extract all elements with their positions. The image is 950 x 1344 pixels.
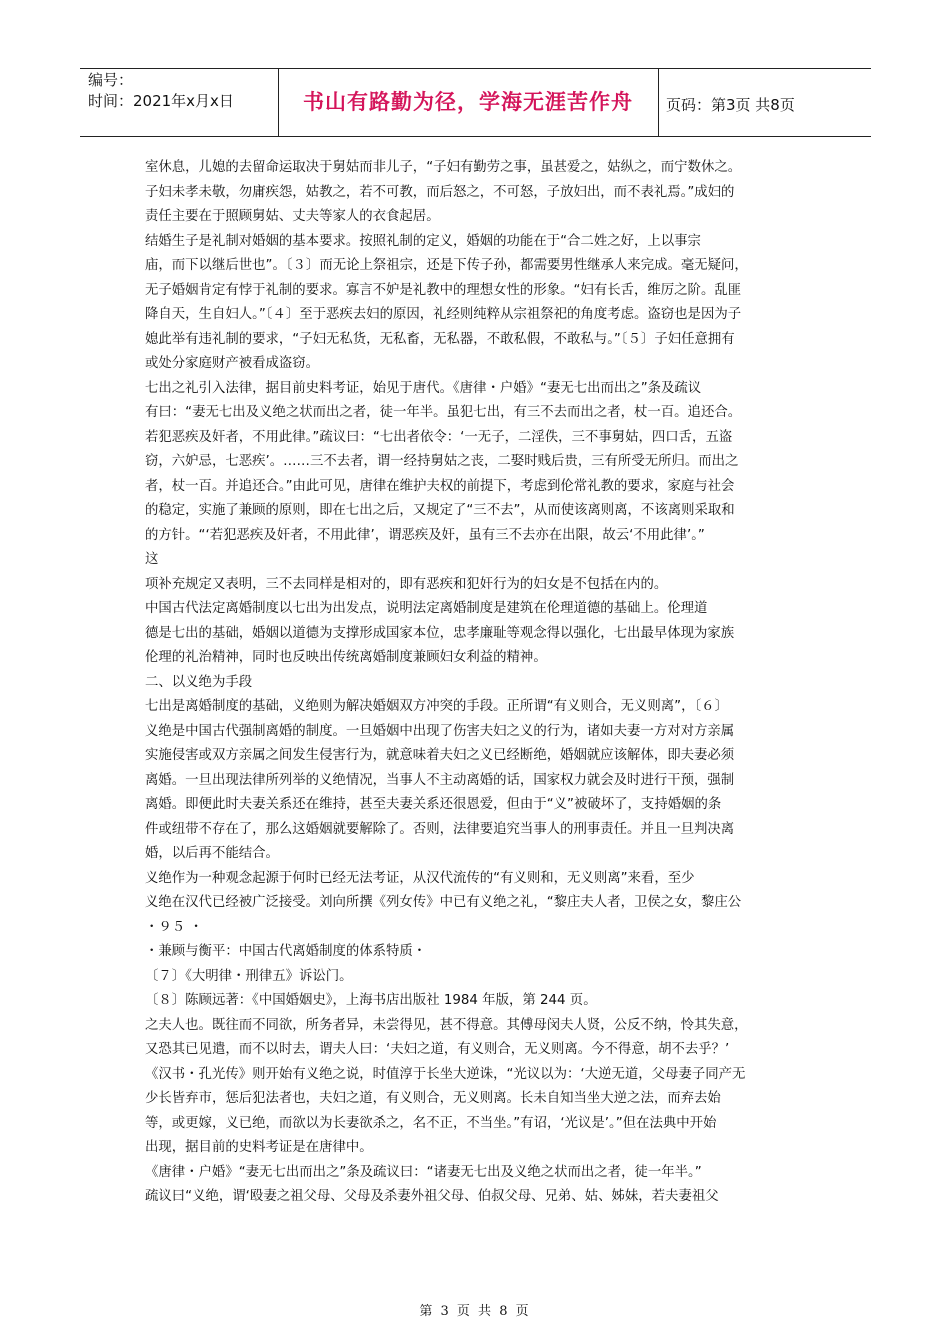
header-divider-right (658, 68, 659, 136)
body-line: ・兼顾与衡平：中国古代离婚制度的体系特质・ (145, 944, 427, 959)
body-line: 等，或更嫁，义已绝，而欲以为长妻欲杀之，名不正，不当坐。”有诏，‘光议是’。”但在法典中开始 (145, 1115, 717, 1131)
body-line: 之夫人也。既往而不同欲，所务者异，未尝得见，甚不得意。其傅母闵夫人贤，公反不纳，怜其失意， (145, 1017, 748, 1033)
header-page-label: 页码：第3页 共8页 (666, 96, 795, 114)
header-top-rule (80, 68, 871, 69)
doc-code-label: 编号： (88, 71, 134, 89)
body-line: 义绝在汉代已经被广泛接受。刘向所撰《列女传》中已有义绝之礼，“黎庄夫人者，卫侯之女，黎庄公 (145, 895, 742, 910)
body-line: 中国古代法定离婚制度以七出为出发点，说明法定离婚制度是建筑在伦理道德的基础上。伦理道 (145, 601, 708, 616)
doc-date: 时间：2021年x月x日 (88, 92, 234, 110)
body-line: 离婚。即便此时夫妻关系还在维持，甚至夫妻关系还很恩爱，但由于“义”被破坏了，支持婚姻的条 (145, 797, 722, 812)
body-line: 者，杖一百。并追还合。”由此可见，唐律在维护夫权的前提下，考虑到伦常礼教的要求，家庭与社会 (145, 478, 735, 494)
body-line: 件或纽带不存在了，那么这婚姻就要解除了。否则，法律要追究当事人的刑事责任。并且一旦判决离 (145, 821, 735, 837)
body-line: 〔７〕《大明律・刑律五》诉讼门。 (145, 968, 353, 984)
body-line: 《汉书・孔光传》则开始有义绝之说，时值淳于长坐大逆诛，“光议以为：‘大逆无道，父母妻子同产无 (145, 1066, 746, 1082)
body-line: 婚，以后再不能结合。 (145, 846, 279, 861)
body-line: 离婚。一旦出现法律所列举的义绝情况，当事人不主动离婚的话，国家权力就会及时进行干预，强制 (145, 772, 735, 788)
body-line: 结婚生子是礼制对婚姻的基本要求。按照礼制的定义，婚姻的功能在于“合二姓之好，上以事宗 (145, 233, 701, 249)
body-line: 子妇未孝未敬，勿庸疾怨，姑教之，若不可教，而后怒之，不可怒，子放妇出，而不表礼焉。”成妇的 (145, 184, 735, 200)
body-line: 德是七出的基础，婚姻以道德为支撑形成国家本位，忠孝廉耻等观念得以强化，七出最早体现为家族 (145, 625, 735, 641)
body-line: 疏议曰“义绝，谓‘殴妻之祖父母、父母及杀妻外祖父母、伯叔父母、兄弟、姑、姊妹，若夫妻祖父 (145, 1189, 719, 1204)
body-line: 七出是离婚制度的基础，义绝则为解决婚姻双方冲突的手段。正所谓“有义则合，无义则离”，〔６〕 (145, 699, 728, 714)
body-line: 〔８〕陈顾远著：《中国婚姻史》，上海书店出版社 1984 年版，第 244 页。 (145, 993, 597, 1008)
header-divider-left (278, 68, 279, 136)
body-line: 《唐律・户婚》“妻无七出而出之”条及疏议曰：“诸妻无七出及义绝之状而出之者，徒一年半。” (145, 1164, 702, 1180)
body-line: 窃，六妒忌，七恶疾’。……三不去者，谓一经持舅姑之丧，二娶时贱后贵，三有所受无所归。而出之 (145, 454, 739, 469)
body-line: 又恐其已见遣，而不以时去，谓夫人曰：‘夫妇之道，有义则合，无义则离。今不得意，胡不去乎？’ (145, 1042, 730, 1057)
body-line: 少长皆弃市，惩后犯法者也，夫妇之道，有义则合，无义则离。长未自知当坐大逆之法，而弃去始 (145, 1091, 721, 1106)
body-line: 这 (145, 552, 159, 567)
body-line: 有曰：“妻无七出及义绝之状而出之者，徒一年半。虽犯七出，有三不去而出之者，杖一百。追还合。 (145, 405, 742, 420)
body-line: 实施侵害或双方亲属之间发生侵害行为，就意味着夫妇之义已经断绝，婚姻就应该解体，即夫妻必须 (145, 748, 735, 763)
header-motto: 书山有路勤为径，学海无涯苦作舟 (303, 90, 633, 114)
body-line: 的稳定，实施了兼顾的原则，即在七出之后，又规定了“三不去”，从而使该离则离，不该离则采取和 (145, 503, 735, 518)
body-line: 的方针。“‘若犯恶疾及奸者，不用此律’，谓恶疾及奸，虽有三不去亦在出限，故云‘不用此律’。” (145, 527, 705, 543)
body-line: 室休息，儿媳的去留命运取决于舅姑而非儿子，“子妇有勤劳之事，虽甚爱之，姑纵之，而宁数休之。 (145, 160, 742, 175)
header-bottom-rule (80, 136, 871, 137)
body-line: 庙，而下以继后世也”。〔３〕而无论上祭祖宗，还是下传子孙，都需要男性继承人来完成。毫无疑问， (145, 258, 748, 273)
body-line: 二、以义绝为手段 (145, 674, 253, 690)
body-line: 责任主要在于照顾舅姑、丈夫等家人的衣食起居。 (145, 209, 440, 224)
body-line: 或处分家庭财产被看成盗窃。 (145, 356, 320, 371)
body-line: 无子婚姻肯定有悖于礼制的要求。寡言不妒是礼教中的理想女性的形象。“妇有长舌，维厉之阶。乱匪 (145, 282, 742, 298)
body-line: 若犯恶疾及奸者，不用此律。”疏议曰：“七出者依令：‘一无子，二淫佚，三不事舅姑，四口舌，五盗 (145, 429, 733, 445)
body-line: 七出之礼引入法律，据目前史料考证，始见于唐代。《唐律・户婚》“妻无七出而出之”条及疏议 (145, 380, 702, 396)
body-line: 媳此举有违礼制的要求，“子妇无私货，无私畜，无私器，不敢私假，不敢私与。”〔５〕子妇任意拥有 (145, 331, 735, 347)
body-line: ・９５ ・ (145, 919, 203, 935)
body-line: 降自天，生自妇人。”〔４〕至于恶疾去妇的原因，礼经则纯粹从宗祖祭祀的角度考虑。盗窃也是因为子 (145, 307, 742, 322)
body-line: 出现，据目前的史料考证是在唐律中。 (145, 1140, 373, 1155)
body-line: 伦理的礼治精神，同时也反映出传统离婚制度兼顾妇女利益的精神。 (145, 650, 547, 665)
body-line: 义绝作为一种观念起源于何时已经无法考证，从汉代流传的“有义则和，无义则离”来看，至少 (145, 870, 695, 886)
header-meta (88, 70, 274, 112)
page-footer: 第 3 页 共 8 页 (419, 1304, 531, 1319)
body-line: 义绝是中国古代强制离婚的制度。一旦婚姻中出现了伤害夫妇之义的行为，诸如夫妻一方对对方亲属 (145, 723, 735, 739)
body-line: 项补充规定又表明，三不去同样是相对的，即有恶疾和犯奸行为的妇女是不包括在内的。 (145, 576, 668, 592)
document-body (145, 156, 813, 1210)
